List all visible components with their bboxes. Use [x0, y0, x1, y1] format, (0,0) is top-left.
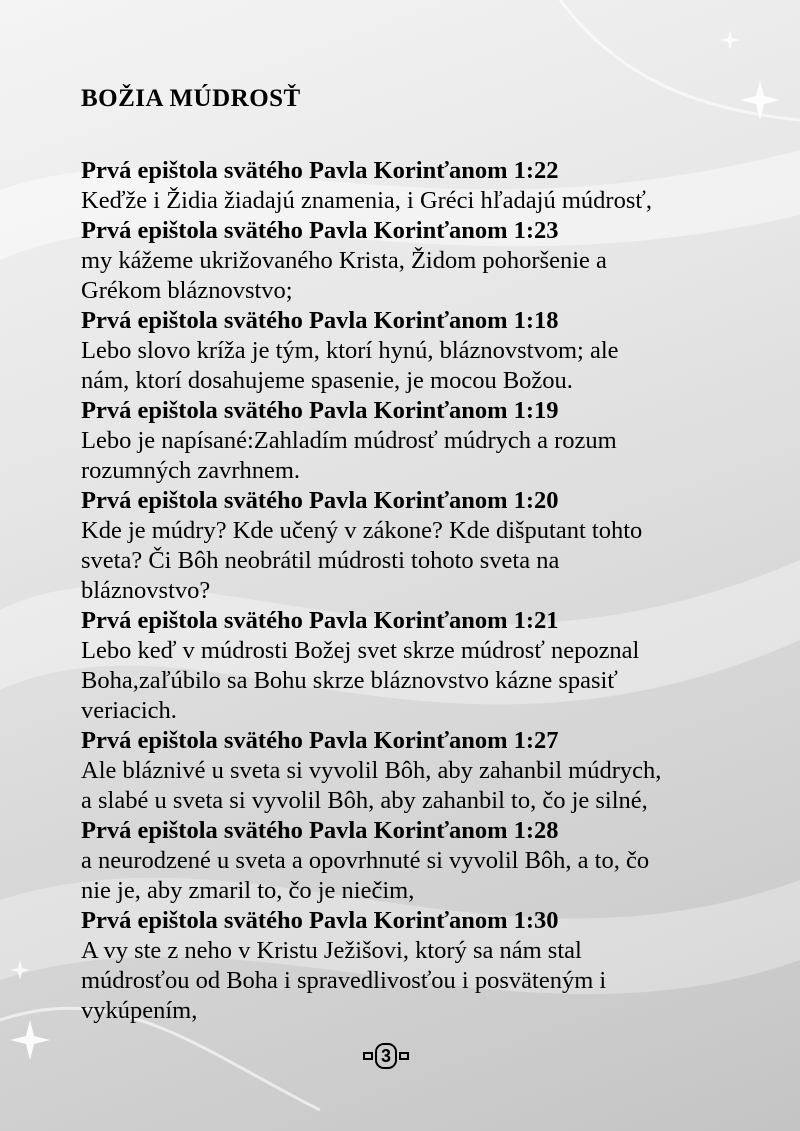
passage-reference: Prvá epištola svätého Pavla Korinťanom 1:18: [81, 307, 559, 334]
verse-line: Lebo keď v múdrosti Božej svet skrze múdrosť nepoznal: [81, 637, 640, 664]
page-title: BOŽIA MÚDROSŤ: [81, 85, 301, 112]
passage-reference: Prvá epištola svätého Pavla Korinťanom 1:28: [81, 817, 559, 844]
verse-line: Lebo je napísané:Zahladím múdrosť múdrych a rozum: [81, 427, 617, 454]
verse-line: bláznovstvo?: [81, 577, 211, 604]
document-body: [81, 84, 781, 1026]
verse-line: Lebo slovo kríža je tým, ktorí hynú, bláznovstvom; ale: [81, 337, 619, 364]
verse-line: Boha,zaľúbilo sa Bohu skrze bláznovstvo kázne spasiť: [81, 667, 618, 694]
verse-line: Keďže i Židia žiadajú znamenia, i Gréci hľadajú múdrosť,: [81, 187, 652, 214]
passage-reference: Prvá epištola svätého Pavla Korinťanom 1:30: [81, 907, 559, 934]
verse-line: múdrosťou od Boha i spravedlivosťou i posväteným i: [81, 967, 607, 994]
passage-list: [81, 156, 781, 1026]
page-number-ornament: [356, 1045, 416, 1067]
verse-line: veriacich.: [81, 697, 177, 724]
verse-line: Grékom bláznovstvo;: [81, 277, 293, 304]
passage-reference: Prvá epištola svätého Pavla Korinťanom 1:22: [81, 157, 559, 184]
verse-line: rozumných zavrhnem.: [81, 457, 301, 484]
verse-line: Kde je múdry? Kde učený v zákone? Kde dišputant tohto: [81, 517, 643, 544]
passage-reference: Prvá epištola svätého Pavla Korinťanom 1:19: [81, 397, 559, 424]
verse-line: Ale bláznivé u sveta si vyvolil Bôh, aby zahanbil múdrych,: [81, 757, 662, 784]
verse-line: nie je, aby zmaril to, čo je niečim,: [81, 877, 415, 904]
verse-line: a slabé u sveta si vyvolil Bôh, aby zahanbil to, čo je silné,: [81, 787, 648, 814]
verse-line: sveta? Či Bôh neobrátil múdrosti tohoto sveta na: [81, 547, 560, 574]
verse-line: nám, ktorí dosahujeme spasenie, je mocou Božou.: [81, 367, 573, 394]
passage-reference: Prvá epištola svätého Pavla Korinťanom 1:23: [81, 217, 559, 244]
passage-reference: Prvá epištola svätého Pavla Korinťanom 1:20: [81, 487, 559, 514]
ornament-left: [363, 1052, 373, 1060]
verse-line: a neurodzené u sveta a opovrhnuté si vyvolil Bôh, a to, čo: [81, 847, 650, 874]
passage-reference: Prvá epištola svätého Pavla Korinťanom 1:21: [81, 607, 559, 634]
verse-line: my kážeme ukrižovaného Krista, Židom pohoršenie a: [81, 247, 607, 274]
verse-line: A vy ste z neho v Kristu Ježišovi, ktorý sa nám stal: [81, 937, 582, 964]
ornament-right: [399, 1052, 409, 1060]
verse-line: vykúpením,: [81, 997, 198, 1024]
passage-reference: Prvá epištola svätého Pavla Korinťanom 1:27: [81, 727, 559, 754]
page-number: 3: [375, 1043, 397, 1069]
